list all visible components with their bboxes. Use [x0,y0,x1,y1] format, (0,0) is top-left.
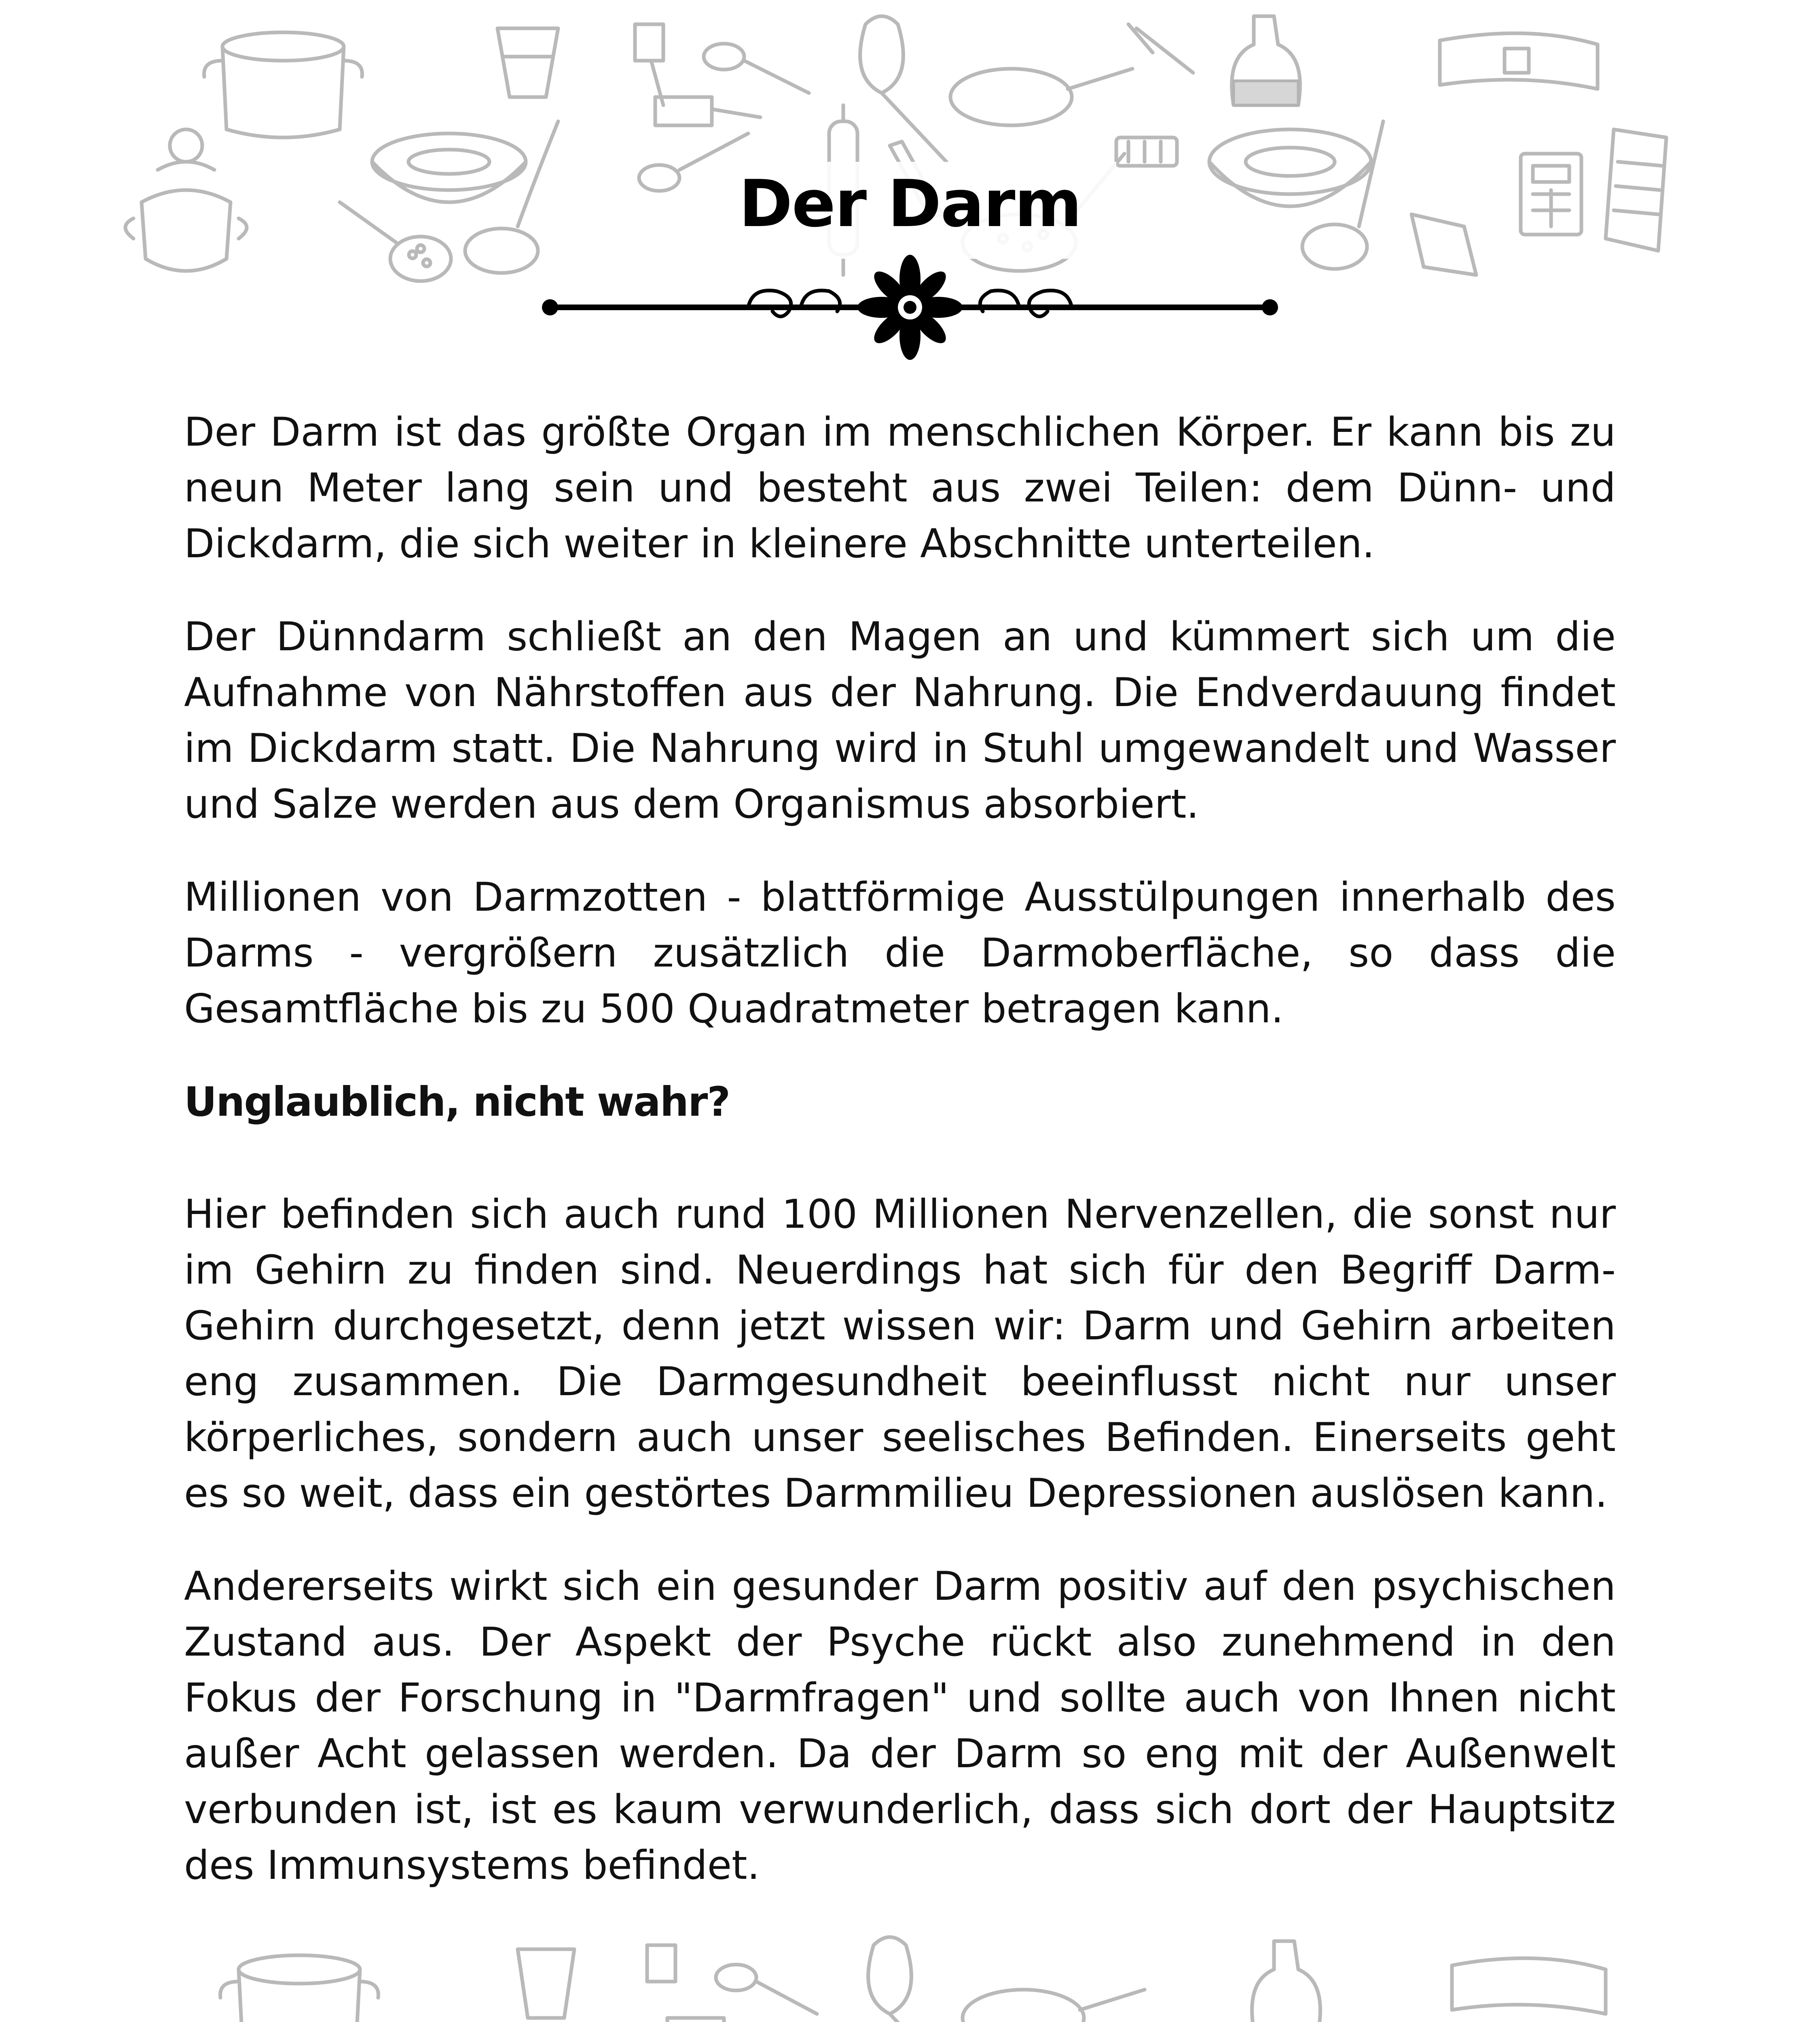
paragraph: Hier befinden sich auch rund 100 Millionen Nervenzellen, die sonst nur im Gehirn zu finden sind. Neuerdings hat sich für den Begriff Darm-Gehirn durchgesetzt, denn jetzt wissen wir: Darm und Gehirn arbeiten eng zusammen. Die Darmgesundheit beeinflusst nicht nur unser körperliches, sondern auch unser seelisches Befinden. Einerseits geht es so weit, dass ein gestörtes Darmmilieu Depressionen auslösen kann. [184,1191,1616,1516]
article-body [184,404,1616,1931]
page-title: Der Darm [739,166,1081,241]
whisk-icon [868,1937,954,2022]
cake-tin-icon [1440,33,1598,89]
glass-icon [497,28,558,97]
flourish-divider [538,251,1282,364]
jug-icon [1232,16,1300,105]
cake-tin-icon [1452,1958,1606,2014]
frying-pan-icon [963,1990,1145,2022]
paragraph: Millionen von Darmzotten - blattförmige Ausstülpungen innerhalb des Darms - vergrößern zusätzlich die Darmoberfläche, so dass die Gesamtfläche bis zu 500 Quadratmeter betragen kann. [184,874,1616,1032]
jug-icon [1252,1941,1321,2022]
cooking-pot-icon [220,1955,379,2022]
paragraph: Der Dünndarm schließt an den Magen an und kümmert sich um die Aufnahme von Nährstoffen aus der Nahrung. Die Endverdauung findet im Dickdarm statt. Die Nahrung wird in Stuhl umgewandelt und Wasser und Salze werden aus dem Organismus absorbiert. [184,614,1616,827]
whisk-icon [860,16,946,162]
glass-icon [518,1949,574,2018]
cooking-pot-icon [204,32,362,137]
bottom-decoration-band [0,1925,1820,2022]
grater-icon [1116,137,1177,166]
paragraph: Der Darm ist das größte Organ im menschlichen Körper. Er kann bis zu neun Meter lang sein und besteht aus zwei Teilen: dem Dünn- und Dickdarm, die sich weiter in kleinere Abschnitte unterteilen. [184,409,1616,567]
paragraph: Andererseits wirkt sich ein gesunder Darm positiv auf den psychischen Zustand aus. Der Aspekt der Psyche rückt also zunehmend in den Fokus der Forschung in "Darmfragen" und sollte auch von Ihnen nicht außer Acht gelassen werden. Da der Darm so eng mit der Außenwelt verbunden ist, ist es kaum verwunderlich, dass sich dort der Hauptsitz des Immunsystems befindet. [184,1563,1616,1889]
frying-pan-icon [950,69,1132,125]
meat-tenderizer-icon [647,1945,768,2022]
flower-icon [857,255,963,360]
subheading: Unglaublich, nicht wahr? [184,1078,730,1125]
meat-tenderizer-icon [635,24,760,125]
spoon-icon [655,1965,817,2022]
